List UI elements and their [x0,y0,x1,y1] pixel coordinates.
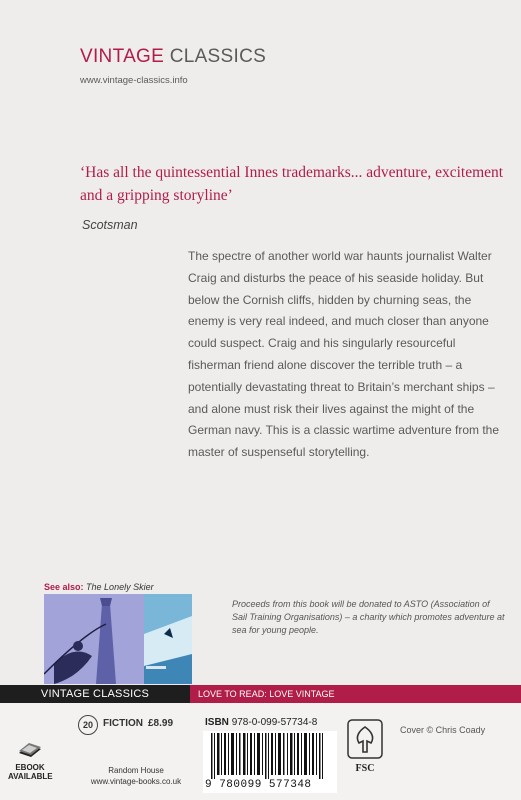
cover-art-thumbnails [44,594,192,684]
review-source: Scotsman [82,218,138,232]
tree-icon [347,719,383,759]
see-also-title: The Lonely Skier [86,582,154,592]
isbn-line [205,717,317,728]
brand-logo [80,46,266,68]
brand-band [0,685,521,703]
isbn-label: ISBN [205,717,229,728]
charity-note: Proceeds from this book will be donated to ASTO (Association of Sail Training Organisations) – a charity which promotes adventure at sea for young people. [232,599,505,635]
band-slogan: LOVE TO READ: LOVE VINTAGE [190,685,521,703]
isbn-number: 978-0-099-57734-8 [231,717,318,728]
anniversary-badge: 20 [78,715,98,735]
footer-strip [0,703,521,800]
band-brand: VINTAGE CLASSICS [0,685,190,703]
publisher-site[interactable]: www.vintage-books.co.uk [90,777,182,786]
brand-website[interactable]: www.vintage-classics.info [80,75,188,86]
book-blurb: The spectre of another world war haunts journalist Walter Craig and disturbs the peace of his seaside holiday. But below the Cornish cliffs, hidden by churning seas, the enemy is very real indeed, and much closer than anyone could suspect. Craig and his singularly resourceful fisherman friend alone discover the terrible truth – a potentially devastating threat to Britain’s merchant ships – and alone must risk their lives against the might of the German navy. This is a classic wartime adventure from the master of suspenseful storytelling. [188,249,500,460]
ebook-label: EBOOK AVAILABLE [8,763,53,781]
brand-part2: CLASSICS [169,46,267,67]
cover-credit: Cover © Chris Coady [400,725,486,735]
category-label: FICTION [103,718,143,729]
fsc-label: FSC [355,763,375,774]
price-label: £8.99 [148,718,174,729]
ebook-icon [17,741,43,757]
barcode-number: 9 780099 577348 [205,779,337,791]
see-also-prefix: See also: [44,582,84,592]
brand-part1: VINTAGE [80,46,165,67]
publisher-name: Random House [108,766,164,775]
see-also [44,582,154,592]
ebook-badge [8,741,52,781]
publisher-info [81,765,191,787]
fsc-logo [347,719,383,774]
review-quote: ‘Has all the quintessential Innes trademarks... adventure, excitement and a gripping storyline’ [80,164,504,204]
